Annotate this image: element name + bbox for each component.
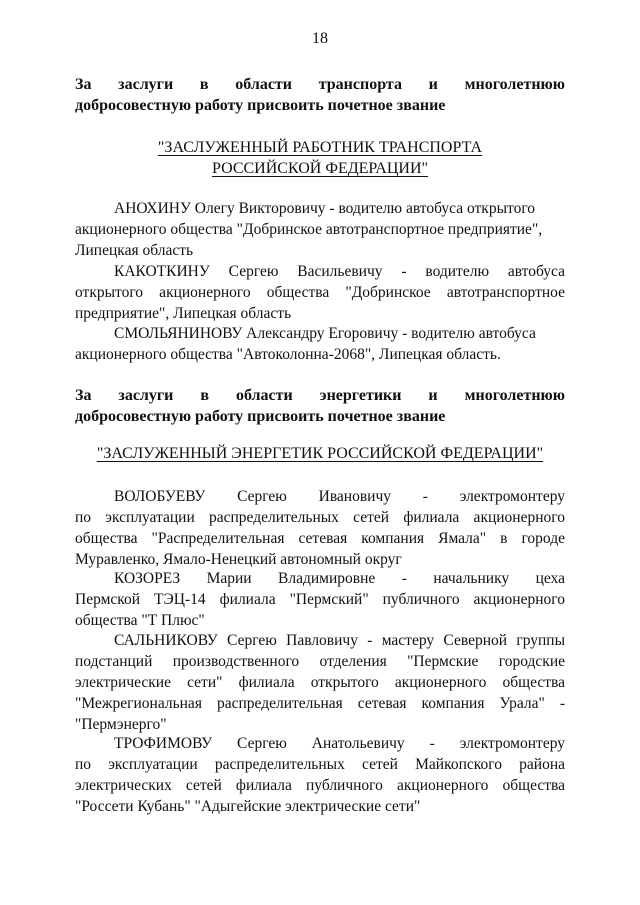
title-line: "ЗАСЛУЖЕННЫЙ ЭНЕРГЕТИК РОССИЙСКОЙ ФЕДЕРАЦИИ" — [96, 445, 544, 462]
entry-line: ТРОФИМОВУ Сергею Анатольевичу - электромонтеру — [114, 735, 565, 752]
entry-line: "Россети Кубань" "Адыгейские электрические сети" — [75, 798, 421, 815]
entry-line: общества "Распределительная сетевая компания Ямала" в городе — [75, 530, 565, 547]
section-heading-transport — [75, 74, 565, 116]
title-line: РОССИЙСКОЙ ФЕДЕРАЦИИ" — [211, 160, 429, 177]
award-entry — [75, 198, 565, 261]
award-entry — [75, 486, 565, 570]
entry-line: СМОЛЬЯНИНОВУ Александру Егоровичу - водителю автобуса — [114, 325, 536, 342]
entry-line: подстанций производственного отделения "Пермские городские — [75, 653, 565, 670]
entry-line: АНОХИНУ Олегу Викторовичу - водителю автобуса открытого — [114, 200, 536, 217]
award-entry — [75, 261, 565, 324]
section-heading-line: За заслуги в области энергетики и многолетнюю — [75, 387, 565, 404]
entry-line: САЛЬНИКОВУ Сергею Павловичу - мастеру Северной группы — [114, 632, 565, 649]
section-heading-line: добросовестную работу присвоить почетное звание — [75, 97, 446, 114]
entry-line: КОЗОРЕЗ Марии Владимировне - начальнику цеха — [114, 570, 565, 587]
title-line: "ЗАСЛУЖЕННЫЙ РАБОТНИК ТРАНСПОРТА — [157, 139, 483, 156]
award-entry — [75, 733, 565, 817]
entry-line: Пермской ТЭЦ-14 филиала "Пермский" публичного акционерного — [75, 591, 565, 608]
entry-line: предприятие", Липецкая область — [75, 305, 292, 322]
award-entry — [75, 630, 565, 735]
entry-line: ВОЛОБУЕВУ Сергею Ивановичу - электромонтеру — [114, 488, 565, 505]
honorary-title-transport — [0, 137, 640, 179]
entry-line: электрические сети" филиала открытого акционерного общества — [75, 674, 565, 691]
entry-line: "Межрегиональная распределительная сетевая компания Урала" - — [75, 695, 565, 712]
section-heading-line: За заслуги в области транспорта и многолетнюю — [75, 76, 565, 93]
page-number: 18 — [312, 30, 328, 47]
entry-line: Муравленко, Ямало-Ненецкий автономный округ — [75, 551, 402, 568]
entry-line: Липецкая область — [75, 242, 194, 259]
honorary-title-energy — [0, 443, 640, 464]
entry-line: "Пермэнерго" — [75, 716, 167, 733]
award-entry — [75, 323, 565, 365]
section-heading-energy — [75, 385, 565, 427]
entry-line: общества "Т Плюс" — [75, 612, 205, 629]
award-entry — [75, 568, 565, 631]
entry-line: открытого акционерного общества "Добринское автотранспортное — [75, 284, 565, 301]
entry-line: по эксплуатации распределительных сетей Майкопского района — [75, 756, 565, 773]
entry-line: электрических сетей филиала публичного акционерного общества — [75, 777, 565, 794]
section-heading-line: добросовестную работу присвоить почетное звание — [75, 408, 446, 425]
entry-line: по эксплуатации распределительных сетей филиала акционерного — [75, 509, 565, 526]
entry-line: акционерного общества "Автоколонна-2068", Липецкая область. — [75, 346, 501, 363]
entry-line: акционерного общества "Добринское автотранспортное предприятие", — [75, 221, 543, 238]
entry-line: КАКОТКИНУ Сергею Васильевичу - водителю автобуса — [114, 263, 565, 280]
